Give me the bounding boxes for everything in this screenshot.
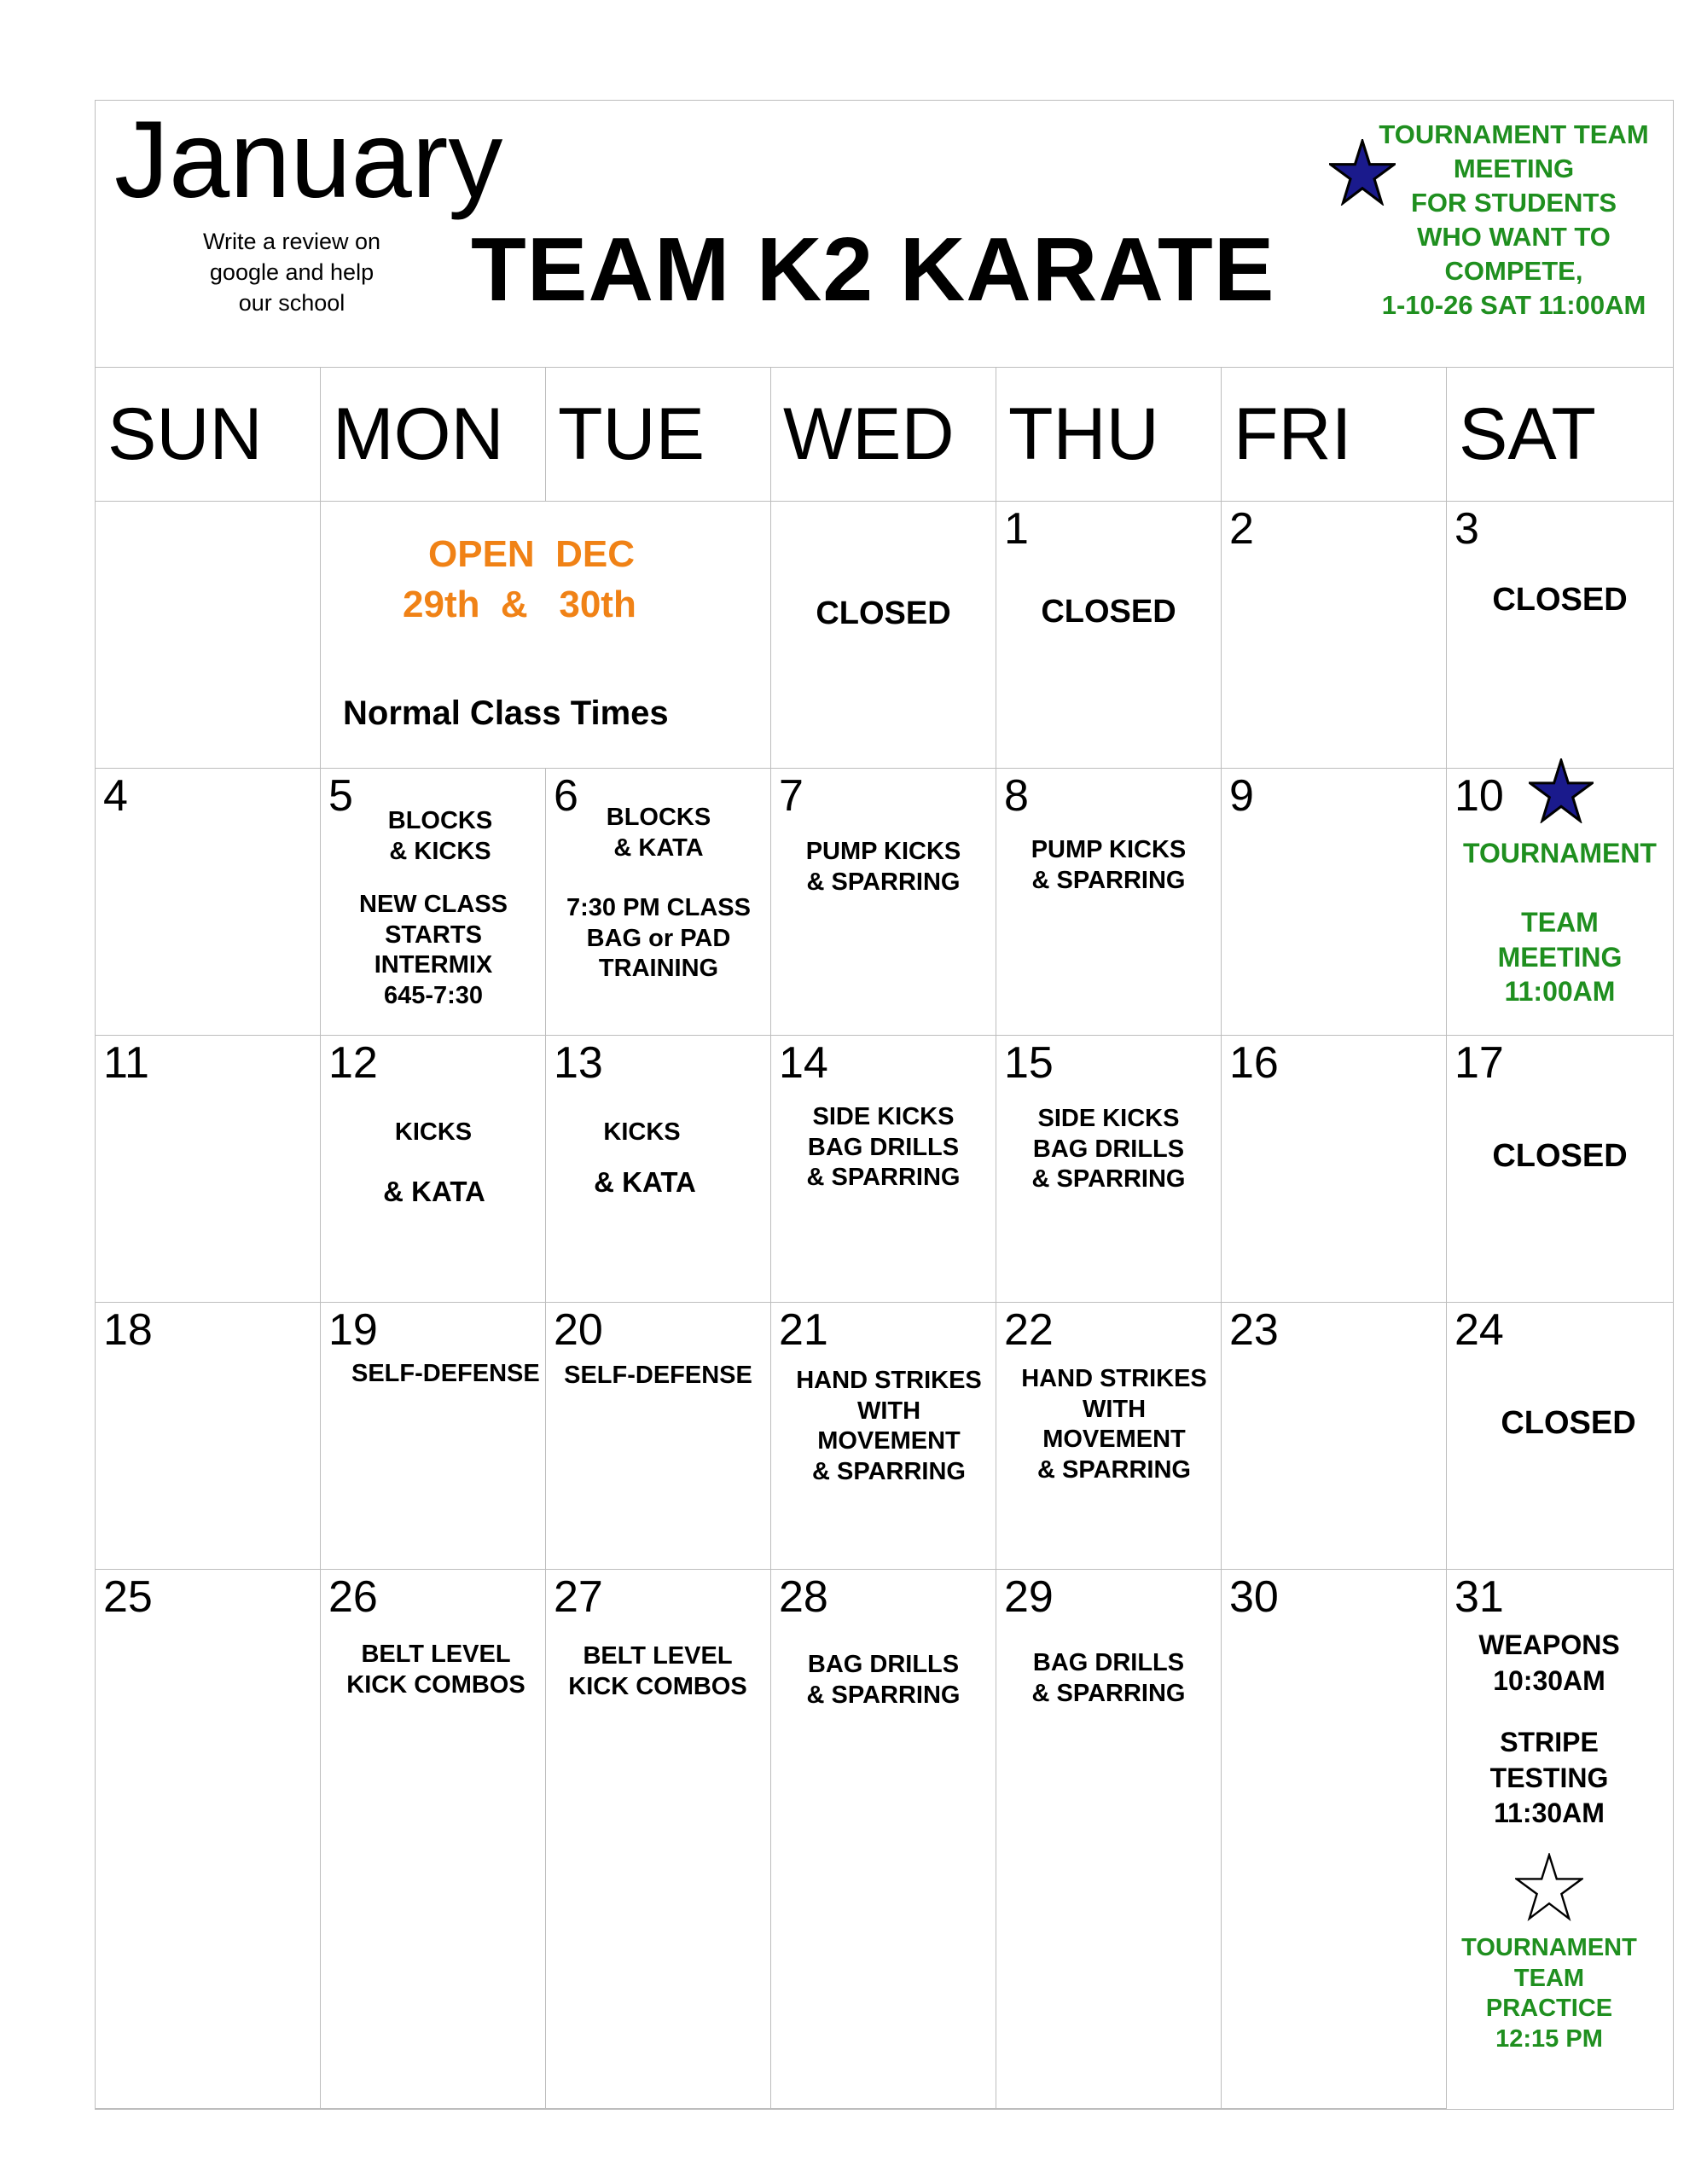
day-cell-29 — [996, 1570, 1222, 2109]
day-cell-4 — [96, 769, 321, 1036]
day-number: 17 — [1454, 1038, 1504, 1088]
calendar-header — [96, 101, 1673, 368]
day-cell-28 — [771, 1570, 996, 2109]
class-topic: BLOCKS & KATA — [606, 804, 711, 862]
closed-label: CLOSED — [1492, 1138, 1628, 1174]
day-number: 15 — [1004, 1038, 1054, 1088]
day-cell-27 — [546, 1570, 771, 2109]
day-number: 26 — [328, 1572, 378, 1622]
month-title: January — [114, 99, 503, 221]
day-number: 18 — [103, 1305, 153, 1355]
day-number: 4 — [103, 771, 128, 821]
day-cell-26 — [321, 1570, 546, 2109]
weekday-wed: WED — [771, 368, 996, 502]
closed-label: CLOSED — [816, 595, 951, 631]
closed-label: CLOSED — [1492, 582, 1628, 618]
class-topic-line1: KICKS — [603, 1118, 681, 1146]
class-topic: BELT LEVEL KICK COMBOS — [568, 1642, 747, 1700]
class-topic: PUMP KICKS & SPARRING — [1031, 836, 1187, 894]
calendar-sheet — [95, 100, 1674, 2110]
day-cell-6 — [546, 769, 771, 1036]
class-topic: SELF-DEFENSE — [564, 1362, 752, 1389]
day-cell-30 — [1222, 1570, 1447, 2109]
day-cell-24 — [1447, 1303, 1673, 1570]
day-cell-20 — [546, 1303, 771, 1570]
class-topic: HAND STRIKES WITH MOVEMENT & SPARRING — [1021, 1365, 1207, 1484]
class-topic: SELF-DEFENSE — [351, 1360, 540, 1387]
weekday-header-row — [96, 368, 1673, 502]
day-number: 14 — [779, 1038, 828, 1088]
normal-class-times: Normal Class Times — [343, 694, 669, 732]
new-class-note: NEW CLASS STARTS INTERMIX 645-7:30 — [359, 891, 508, 1009]
class-topic-line2: & KATA — [594, 1166, 696, 1198]
day-number: 16 — [1229, 1038, 1279, 1088]
day-cell-19 — [321, 1303, 546, 1570]
day-number: 12 — [328, 1038, 378, 1088]
day-number: 30 — [1229, 1572, 1279, 1622]
class-topic: BELT LEVEL KICK COMBOS — [346, 1641, 525, 1699]
day-number: 2 — [1229, 504, 1254, 554]
day-number: 29 — [1004, 1572, 1054, 1622]
day-cell-12 — [321, 1036, 546, 1303]
day-number: 1 — [1004, 504, 1029, 554]
day-cell-10 — [1447, 769, 1673, 1036]
day-number: 27 — [554, 1572, 603, 1622]
day-number: 20 — [554, 1305, 603, 1355]
day-cell-23 — [1222, 1303, 1447, 1570]
day-cell-5 — [321, 769, 546, 1036]
day-cell-3 — [1447, 502, 1673, 769]
class-topic: SIDE KICKS BAG DRILLS & SPARRING — [1031, 1105, 1186, 1194]
day-cell-16 — [1222, 1036, 1447, 1303]
weekday-thu: THU — [996, 368, 1222, 502]
day-number: 11 — [103, 1038, 149, 1088]
day-number: 10 — [1454, 771, 1504, 821]
stripe-testing-note: STRIPE TESTING 11:30AM — [1489, 1727, 1609, 1829]
closed-label: CLOSED — [1501, 1405, 1636, 1441]
day-number: 31 — [1454, 1572, 1504, 1622]
day-cell-empty — [96, 502, 321, 769]
day-cell-wed — [771, 502, 996, 769]
weekday-sat: SAT — [1459, 393, 1596, 475]
day-number: 22 — [1004, 1305, 1054, 1355]
day-number: 19 — [328, 1305, 378, 1355]
evening-class-note: 7:30 PM CLASS BAG or PAD TRAINING — [566, 894, 751, 983]
weekday-mon: MON — [321, 368, 546, 502]
school-name: TEAM K2 KARATE — [471, 219, 1275, 320]
day-cell-9 — [1222, 769, 1447, 1036]
tournament-notice: TOURNAMENT TEAM MEETING FOR STUDENTS WHO WANT TO COMPETE, 1-10-26 SAT 11:00AM — [1379, 119, 1649, 320]
day-cell-14 — [771, 1036, 996, 1303]
day-cell-7 — [771, 769, 996, 1036]
day-cell-18 — [96, 1303, 321, 1570]
weekday-tue: TUE — [546, 368, 771, 502]
day-number: 23 — [1229, 1305, 1279, 1355]
team-meeting-note: TEAM MEETING 11:00AM — [1497, 907, 1623, 1008]
star-icon — [1529, 758, 1594, 823]
class-topic: PUMP KICKS & SPARRING — [805, 838, 961, 896]
tournament-practice-note: TOURNAMENT TEAM PRACTICE 12:15 PM — [1461, 1934, 1637, 2053]
weapons-note: WEAPONS 10:30AM — [1478, 1629, 1620, 1696]
class-topic: SIDE KICKS BAG DRILLS & SPARRING — [806, 1103, 961, 1192]
class-topic-line1: KICKS — [394, 1118, 473, 1146]
closed-label: CLOSED — [1041, 594, 1176, 630]
class-topic-line2: & KATA — [383, 1176, 485, 1207]
day-cell-2 — [1222, 502, 1447, 769]
day-number: 21 — [779, 1305, 828, 1355]
open-dec-notice: OPEN DEC 29th & 30th — [403, 533, 636, 626]
day-number: 3 — [1454, 504, 1479, 554]
weekday-fri: FRI — [1222, 368, 1447, 502]
day-cell-1 — [996, 502, 1222, 769]
class-topic: BAG DRILLS & SPARRING — [806, 1651, 961, 1709]
day-number: 5 — [328, 771, 353, 821]
day-cell-31 — [1447, 1570, 1673, 2109]
tournament-label: TOURNAMENT — [1463, 838, 1657, 868]
day-cell-15 — [996, 1036, 1222, 1303]
day-number: 13 — [554, 1038, 603, 1088]
day-cell-11 — [96, 1036, 321, 1303]
day-cell-17 — [1447, 1036, 1673, 1303]
day-cell-8 — [996, 769, 1222, 1036]
day-number: 28 — [779, 1572, 828, 1622]
day-cell-21 — [771, 1303, 996, 1570]
day-cell-13 — [546, 1036, 771, 1303]
day-number: 25 — [103, 1572, 153, 1622]
class-topic: BLOCKS & KICKS — [387, 807, 493, 865]
class-topic: BAG DRILLS & SPARRING — [1031, 1649, 1186, 1707]
class-topic: HAND STRIKES WITH MOVEMENT & SPARRING — [796, 1367, 982, 1485]
day-number: 7 — [779, 771, 804, 821]
day-number: 8 — [1004, 771, 1029, 821]
weekday-sun: SUN — [96, 368, 321, 502]
star-outline-icon — [1515, 1853, 1583, 1921]
day-number: 24 — [1454, 1305, 1504, 1355]
review-note: Write a review on google and help our school — [202, 229, 381, 316]
day-cell-25 — [96, 1570, 321, 2109]
day-number: 9 — [1229, 771, 1254, 821]
day-number: 6 — [554, 771, 578, 821]
day-cell-22 — [996, 1303, 1222, 1570]
